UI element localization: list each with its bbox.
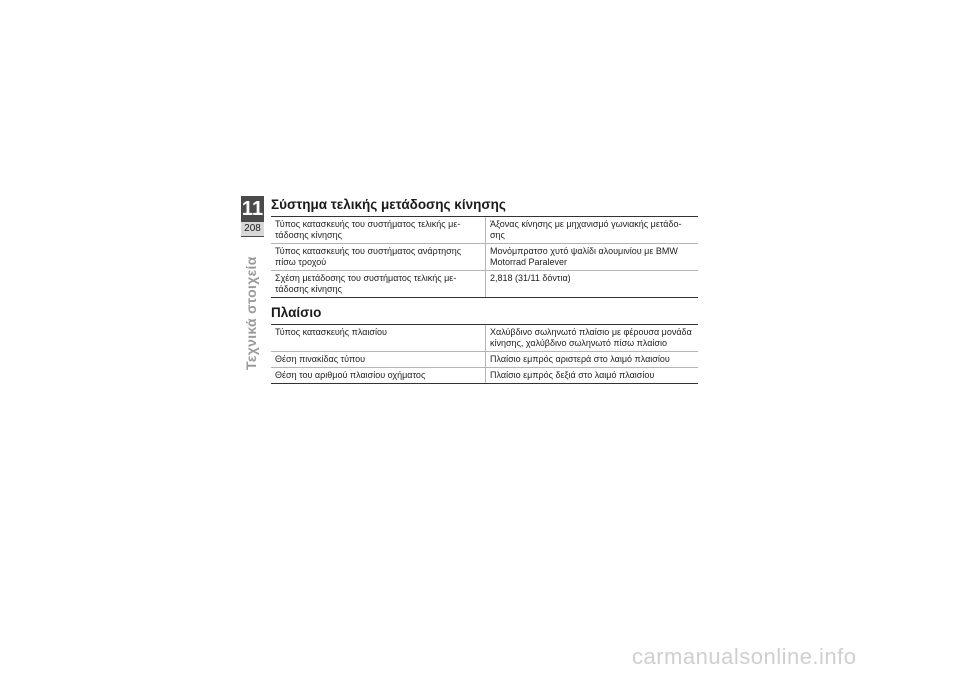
section-frame (271, 304, 698, 384)
table-row (271, 325, 698, 352)
spec-label: Σχέση μετάδοσης του συστήματος τελικής με-τάδοσης κίνησης (271, 271, 486, 298)
chapter-number: 11 (241, 198, 264, 220)
table-row (271, 217, 698, 244)
spec-label: Θέση πινακίδας τύπου (271, 352, 486, 368)
spec-label: Τύπος κατασκευής πλαισίου (271, 325, 486, 352)
spec-value: Χαλύβδινο σωληνωτό πλαίσιο με φέρουσα μονάδα κίνησης, χαλύβδινο σωληνωτό πίσω πλαίσιο (486, 325, 699, 352)
section-final-drive (271, 196, 698, 298)
spec-value: Μονόμπρατσο χυτό ψαλίδι αλουμινίου με BMW Motorrad Paralever (486, 244, 699, 271)
page-content (271, 196, 698, 384)
table-row (271, 352, 698, 368)
spec-value: Πλαίσιο εμπρός αριστερά στο λαιμό πλαισίου (486, 352, 699, 368)
watermark: carmanualsonline.info (632, 644, 857, 669)
spec-value: Άξονας κίνησης με μηχανισμό γωνιακής μετάδο-σης (486, 217, 699, 244)
spec-value: 2,818 (31/11 δόντια) (486, 271, 699, 298)
table-row (271, 271, 698, 298)
section-title: Πλαίσιο (271, 305, 322, 320)
spec-label: Τύπος κατασκευής του συστήματος τελικής με-τάδοσης κίνησης (271, 217, 486, 244)
page-number: 208 (241, 222, 264, 236)
table-row (271, 368, 698, 384)
chapter-side-title: Τεχνικά στοιχεία (243, 256, 259, 370)
spec-label: Τύπος κατασκευής του συστήματος ανάρτησης πίσω τροχού (271, 244, 486, 271)
section-title: Σύστημα τελικής μετάδοσης κίνησης (271, 197, 506, 212)
spec-table (271, 216, 698, 298)
spec-label: Θέση του αριθμού πλαισίου οχήματος (271, 368, 486, 384)
spec-value: Πλαίσιο εμπρός δεξιά στο λαιμό πλαισίου (486, 368, 699, 384)
spec-table (271, 324, 698, 384)
table-row (271, 244, 698, 271)
